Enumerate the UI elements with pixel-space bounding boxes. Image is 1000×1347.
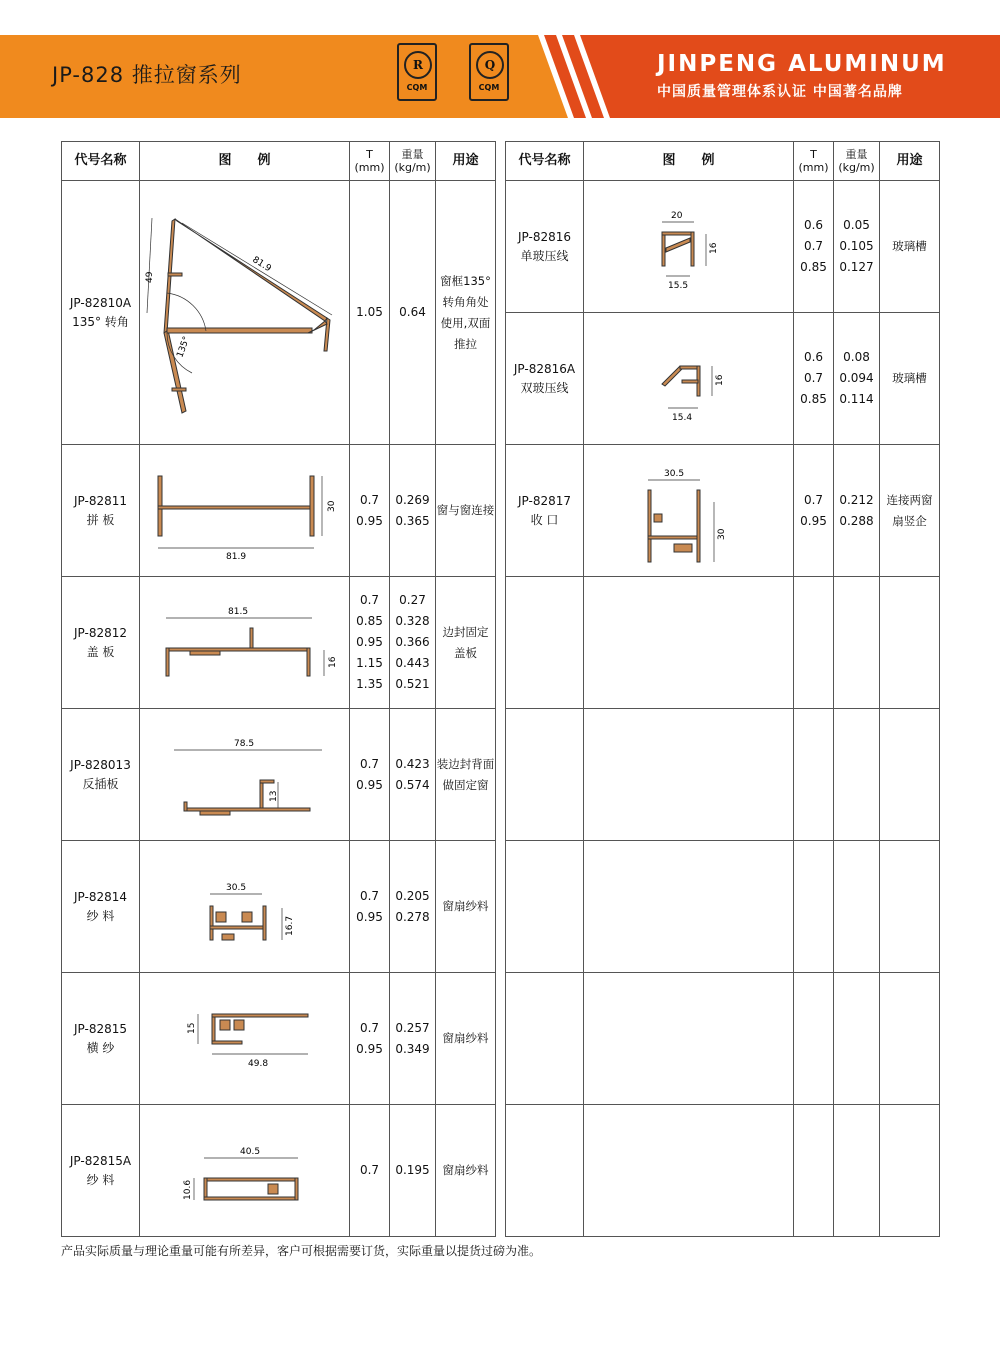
table-header-row xyxy=(506,142,940,181)
svg-text:13: 13 xyxy=(269,790,279,802)
usage-text: 装边封背面 做固定窗 xyxy=(436,709,496,841)
brand-slogan-chinese: 中国质量管理体系认证 中国著名品牌 xyxy=(657,84,903,100)
svg-text:30.5: 30.5 xyxy=(226,882,247,893)
product-code: JP-82816A 双玻压线 xyxy=(506,313,584,445)
col-thickness: T (mm) xyxy=(350,142,390,181)
insert-plate-profile-drawing xyxy=(142,720,347,830)
col-thickness: T (mm) xyxy=(794,142,834,181)
table-row xyxy=(506,445,940,577)
thickness-values: 0.7 0.95 xyxy=(350,445,390,577)
page-title: JP-828 推拉窗系列 xyxy=(52,63,242,87)
right-profile-table xyxy=(505,141,940,1237)
svg-text:40.5: 40.5 xyxy=(240,1146,261,1157)
svg-text:15.5: 15.5 xyxy=(668,280,689,291)
page-header xyxy=(0,35,1000,118)
cqm-q-certification-logo: Q CQM xyxy=(469,43,509,101)
weight-values: 0.257 0.349 xyxy=(390,973,436,1105)
usage-text: 窗扇纱料 xyxy=(436,973,496,1105)
usage-text: 窗与窗连接 xyxy=(436,445,496,577)
empty-row xyxy=(506,709,940,841)
thickness-values: 0.7 0.95 xyxy=(350,709,390,841)
profile-figure xyxy=(140,841,350,973)
product-code: JP-82811 拼 板 xyxy=(62,445,140,577)
empty-row xyxy=(506,1105,940,1237)
product-code: JP-82812 盖 板 xyxy=(62,577,140,709)
table-row xyxy=(62,445,496,577)
product-code: JP-82816 单玻压线 xyxy=(506,181,584,313)
product-code: JP-82815 横 纱 xyxy=(62,973,140,1105)
table-row xyxy=(62,181,496,445)
svg-text:16.7: 16.7 xyxy=(285,915,295,936)
empty-row xyxy=(506,841,940,973)
thickness-values: 0.6 0.7 0.85 xyxy=(794,181,834,313)
col-code: 代号名称 xyxy=(506,142,584,181)
weight-values: 0.05 0.105 0.127 xyxy=(834,181,880,313)
thickness-values: 1.05 xyxy=(350,181,390,445)
product-code: JP-82810A 135° 转角 xyxy=(62,181,140,445)
profile-figure xyxy=(140,1105,350,1237)
screen-profile-drawing xyxy=(142,852,347,962)
col-weight: 重量 (kg/m) xyxy=(834,142,880,181)
usage-text: 玻璃槽 xyxy=(880,313,940,445)
weight-values: 0.212 0.288 xyxy=(834,445,880,577)
empty-row xyxy=(506,973,940,1105)
table-row xyxy=(62,709,496,841)
svg-text:15: 15 xyxy=(187,1022,197,1034)
table-row xyxy=(62,841,496,973)
thickness-values: 0.7 xyxy=(350,1105,390,1237)
svg-text:81.5: 81.5 xyxy=(228,606,249,617)
corner-profile-drawing xyxy=(142,193,347,433)
product-code: JP-82814 纱 料 xyxy=(62,841,140,973)
svg-text:30.5: 30.5 xyxy=(664,468,685,479)
svg-text:30: 30 xyxy=(327,500,337,512)
table-row xyxy=(62,973,496,1105)
weight-values: 0.269 0.365 xyxy=(390,445,436,577)
weight-values: 0.64 xyxy=(390,181,436,445)
table-header-row xyxy=(62,142,496,181)
col-figure: 图 例 xyxy=(584,142,794,181)
svg-text:16: 16 xyxy=(328,656,338,668)
profile-figure xyxy=(584,445,794,577)
closing-profile-drawing xyxy=(586,456,791,566)
weight-values: 0.27 0.328 0.366 0.443 0.521 xyxy=(390,577,436,709)
usage-text: 连接两窗 扇竖企 xyxy=(880,445,940,577)
profile-figure xyxy=(584,313,794,445)
table-row xyxy=(506,181,940,313)
col-use: 用途 xyxy=(436,142,496,181)
svg-text:10.6: 10.6 xyxy=(183,1179,193,1200)
weight-values: 0.423 0.574 xyxy=(390,709,436,841)
cover-plate-profile-drawing xyxy=(142,588,347,698)
profile-figure xyxy=(140,709,350,841)
svg-text:15.4: 15.4 xyxy=(672,412,693,423)
cqm-r-certification-logo: R CQM xyxy=(397,43,437,101)
weight-values: 0.195 xyxy=(390,1105,436,1237)
horizontal-screen-profile-drawing xyxy=(142,984,347,1094)
left-profile-table xyxy=(61,141,496,1237)
weight-values: 0.205 0.278 xyxy=(390,841,436,973)
double-glass-bead-drawing xyxy=(586,324,791,434)
svg-text:49.8: 49.8 xyxy=(248,1058,269,1069)
usage-text: 窗框135° 转角角处 使用,双面 推拉 xyxy=(436,181,496,445)
profile-figure xyxy=(140,445,350,577)
col-use: 用途 xyxy=(880,142,940,181)
single-glass-bead-drawing xyxy=(586,192,791,302)
svg-text:78.5: 78.5 xyxy=(234,738,255,749)
product-code: JP-82815A 纱 料 xyxy=(62,1105,140,1237)
profile-figure xyxy=(584,181,794,313)
screen-frame-profile-drawing xyxy=(142,1116,347,1226)
svg-text:16: 16 xyxy=(715,374,725,386)
usage-text: 窗扇纱料 xyxy=(436,1105,496,1237)
thickness-values: 0.7 0.95 xyxy=(350,973,390,1105)
profile-figure xyxy=(140,181,350,445)
svg-text:135°: 135° xyxy=(175,334,193,359)
table-row xyxy=(62,577,496,709)
thickness-values: 0.7 0.95 xyxy=(350,841,390,973)
usage-text: 窗扇纱料 xyxy=(436,841,496,973)
thickness-values: 0.7 0.85 0.95 1.15 1.35 xyxy=(350,577,390,709)
weight-values: 0.08 0.094 0.114 xyxy=(834,313,880,445)
col-code: 代号名称 xyxy=(62,142,140,181)
empty-row xyxy=(506,577,940,709)
svg-text:20: 20 xyxy=(671,210,683,221)
svg-text:81.9: 81.9 xyxy=(250,254,273,274)
table-row xyxy=(506,313,940,445)
table-row xyxy=(62,1105,496,1237)
svg-text:16: 16 xyxy=(709,242,719,254)
col-weight: 重量 (kg/m) xyxy=(390,142,436,181)
profile-figure xyxy=(140,973,350,1105)
svg-text:81.9: 81.9 xyxy=(226,551,247,562)
footnote: 产品实际质量与理论重量可能有所差异，客户可根据需要订货，实际重量以提货过磅为准。 xyxy=(61,1244,542,1258)
thickness-values: 0.7 0.95 xyxy=(794,445,834,577)
svg-text:30: 30 xyxy=(717,528,727,540)
brand-name-english: JINPENG ALUMINUM xyxy=(657,51,947,77)
product-code: JP-828013 反插板 xyxy=(62,709,140,841)
col-figure: 图 例 xyxy=(140,142,350,181)
product-code: JP-82817 收 口 xyxy=(506,445,584,577)
panel-profile-drawing xyxy=(142,456,347,566)
usage-text: 玻璃槽 xyxy=(880,181,940,313)
usage-text: 边封固定 盖板 xyxy=(436,577,496,709)
thickness-values: 0.6 0.7 0.85 xyxy=(794,313,834,445)
svg-text:49: 49 xyxy=(145,271,155,283)
profile-figure xyxy=(140,577,350,709)
